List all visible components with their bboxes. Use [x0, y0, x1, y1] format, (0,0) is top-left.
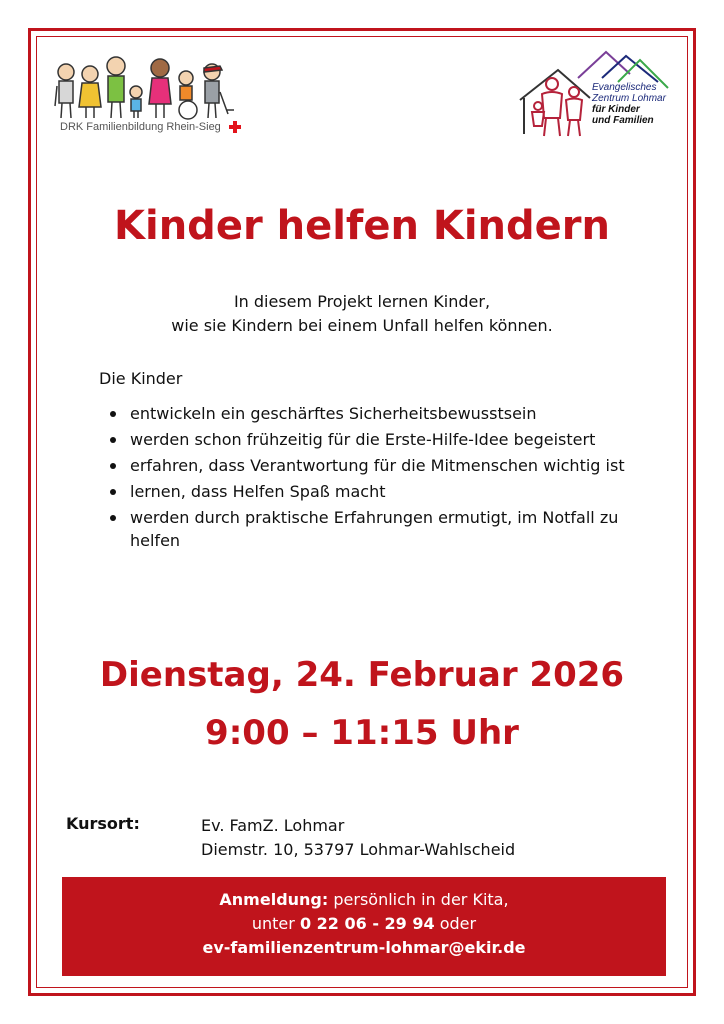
event-date: Dienstag, 24. Februar 2026 — [99, 655, 625, 695]
ez-line-2: Zentrum Lohmar — [592, 93, 666, 104]
list-item: werden schon frühzeitig für die Erste-Hilfe-Idee begeistert — [104, 428, 664, 451]
red-cross-icon — [228, 120, 242, 134]
kids-label: Die Kinder — [99, 369, 183, 388]
ez-line-3: für Kinder — [592, 104, 640, 115]
intro-line-2: wie sie Kindern bei einem Unfall helfen können. — [171, 316, 553, 335]
list-item: entwickeln ein geschärftes Sicherheitsbewusstsein — [104, 402, 664, 425]
registration-label: Anmeldung: — [219, 890, 329, 909]
registration-phone[interactable]: 0 22 06 - 29 94 — [299, 914, 435, 933]
drk-logo-text: DRK Familienbildung Rhein-Sieg — [60, 121, 221, 133]
registration-suffix: oder — [439, 914, 477, 933]
list-item: lernen, dass Helfen Spaß macht — [104, 480, 664, 503]
ez-line-4: und Familien — [592, 115, 654, 126]
list-item: werden durch praktische Erfahrungen ermutigt, im Notfall zu helfen — [104, 506, 664, 552]
location-line-2: Diemstr. 10, 53797 Lohmar-Wahlscheid — [201, 840, 516, 859]
list-item: erfahren, dass Verantwortung für die Mitmenschen wichtig ist — [104, 454, 664, 477]
intro-text — [0, 290, 724, 338]
registration-prefix: unter — [251, 914, 295, 933]
registration-box — [62, 877, 666, 976]
registration-line-1 — [62, 888, 666, 912]
registration-email[interactable]: ev-familienzentrum-lohmar@ekir.de — [202, 938, 526, 957]
registration-note: persönlich in der Kita, — [333, 890, 509, 909]
registration-line-2 — [62, 912, 666, 936]
location-line-1: Ev. FamZ. Lohmar — [201, 816, 345, 835]
page-title: Kinder helfen Kindern — [114, 203, 610, 249]
benefits-list — [104, 402, 664, 555]
event-time: 9:00 – 11:15 Uhr — [205, 713, 519, 753]
ez-line-1: Evangelisches — [592, 82, 657, 93]
location-label: Kursort: — [66, 814, 140, 833]
intro-line-1: In diesem Projekt lernen Kinder, — [233, 292, 491, 311]
evangelisches-zentrum-text — [592, 82, 666, 126]
location-address — [201, 814, 515, 862]
